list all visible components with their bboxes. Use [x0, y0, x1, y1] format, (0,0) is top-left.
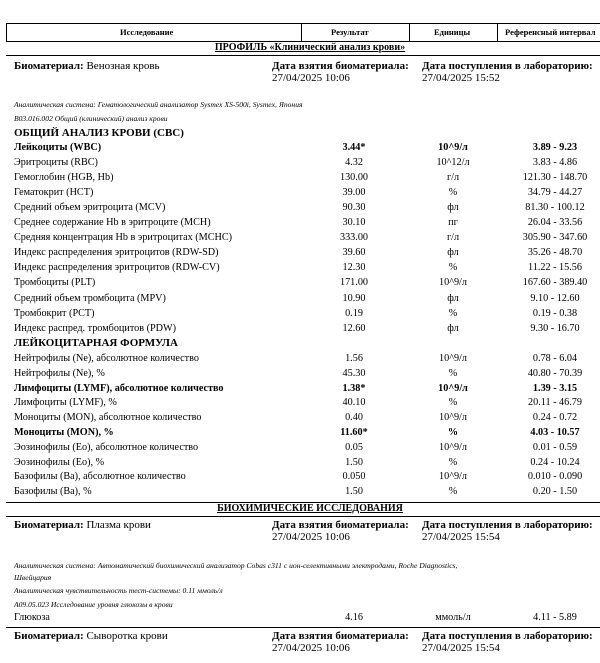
biochem-biomaterial-value: Плазма крови — [86, 519, 151, 531]
biochem-sensitivity: Аналитическая чувствительность тест-системы: 0.11 ммоль/л — [14, 586, 223, 595]
section-title-cbc: ОБЩИЙ АНАЛИЗ КРОВИ (CBC) — [14, 127, 184, 139]
test-units: 10^9/л — [439, 441, 467, 453]
biochem-taken-label: Дата взятия биоматериала: — [272, 519, 409, 531]
taken-date: 27/04/2025 10:06 — [272, 72, 350, 84]
table-row — [0, 323, 600, 337]
test-result: 45.30 — [342, 367, 366, 379]
test-units: 10^9/л — [439, 353, 467, 364]
table-row — [0, 353, 600, 367]
test-result: 30.10 — [342, 217, 366, 229]
serum-biomaterial-info — [14, 630, 168, 642]
table-row — [0, 457, 600, 471]
taken-label: Дата взятия биоматериала: — [272, 60, 409, 72]
test-result: 39.60 — [342, 247, 366, 259]
test-units: % — [448, 262, 458, 274]
test-name: Нейтрофилы (Ne), % — [14, 367, 105, 379]
biochem-code: A09.05.023 Исследование уровня глюкозы в крови — [14, 600, 173, 609]
biochem-taken-info — [272, 519, 409, 543]
test-units: 10^9/л — [438, 142, 468, 153]
test-units: фл — [447, 247, 459, 259]
test-result: 90.30 — [342, 202, 366, 214]
test-name: Эозинофилы (Eo), % — [14, 456, 105, 468]
test-name: Средний объем тромбоцита (MPV) — [14, 292, 166, 304]
test-name: Эритроциты (RBC) — [14, 157, 98, 169]
test-units: г/л — [446, 232, 460, 244]
test-result: 1.50 — [345, 456, 363, 468]
table-row — [0, 486, 600, 500]
test-reference: 167.60 - 389.40 — [522, 277, 588, 289]
test-units: г/л — [446, 172, 460, 184]
test-name: Базофилы (Ba), % — [14, 486, 92, 498]
test-units: фл — [447, 202, 459, 214]
table-row-glucose — [0, 612, 600, 626]
test-reference: 20.11 - 46.79 — [528, 397, 582, 409]
test-name: Индекс распределения эритроцитов (RDW-SD) — [14, 247, 219, 259]
test-result: 4.32 — [345, 157, 363, 169]
header-divider — [6, 23, 7, 42]
test-result: 11.60* — [340, 427, 368, 438]
test-units: % — [448, 397, 458, 409]
test-reference: 81.30 - 100.12 — [525, 202, 585, 214]
table-row — [0, 262, 600, 276]
test-reference: 0.78 - 6.04 — [532, 353, 578, 364]
received-date: 27/04/2025 15:52 — [422, 72, 500, 84]
serum-received-info — [422, 630, 593, 654]
test-reference: 34.79 - 44.27 — [527, 187, 583, 199]
test-reference: 4.03 - 10.57 — [530, 427, 580, 438]
test-result: 1.50 — [345, 486, 363, 498]
test-name: Гематокрит (HCT) — [14, 187, 94, 199]
glucose-divider — [6, 627, 600, 628]
test-name: Моноциты (MON), % — [14, 427, 114, 438]
test-units: 10^9/л — [438, 382, 468, 394]
test-reference: 11.22 - 15.56 — [528, 262, 582, 274]
test-name: Среднее содержание Hb в эритроците (MCH) — [14, 217, 211, 229]
test-reference: 4.11 - 5.89 — [533, 612, 577, 623]
biochem-analyzer-line1: Аналитическая система: Автоматический биохимический анализатор Cobas c311 с ион-селективными электродами, Roche Diagnostics, — [14, 561, 458, 570]
study-code: B03.016.002 Общий (клинический) анализ крови — [14, 114, 168, 123]
test-units: пг — [448, 217, 458, 229]
test-units: % — [448, 456, 458, 468]
test-reference: 0.19 - 0.38 — [532, 307, 578, 319]
test-name: Тромбокрит (PCT) — [14, 307, 95, 319]
test-name: Лейкоциты (WBC) — [14, 142, 102, 153]
header-divider — [409, 23, 410, 42]
test-reference: 0.20 - 1.50 — [532, 486, 578, 498]
test-reference: 305.90 - 347.60 — [522, 232, 588, 244]
biochem-title: БИОХИМИЧЕСКИЕ ИССЛЕДОВАНИЯ — [217, 503, 403, 514]
test-units: % — [447, 427, 459, 438]
serum-biomaterial-label: Биоматериал: — [14, 630, 84, 642]
test-name: Нейтрофилы (Ne), абсолютное количество — [14, 353, 199, 364]
test-result: 0.050 — [342, 471, 366, 483]
test-units: 10^9/л — [439, 277, 467, 289]
test-result: 1.38* — [342, 382, 366, 394]
test-name: Индекс распределения эритроцитов (RDW-CV) — [14, 262, 220, 274]
test-units: % — [448, 367, 458, 379]
test-reference: 26.04 - 33.56 — [527, 217, 583, 229]
header-top-line — [6, 23, 600, 24]
test-reference: 1.39 - 3.15 — [532, 382, 578, 394]
biochem-received-date: 27/04/2025 15:54 — [422, 531, 500, 543]
test-reference: 9.10 - 12.60 — [530, 292, 580, 304]
test-reference: 3.83 - 4.86 — [532, 157, 578, 169]
table-row — [0, 308, 600, 322]
test-units: 10^9/л — [439, 412, 467, 424]
test-name: Лимфоциты (LYMF), % — [14, 397, 117, 409]
profile-title: ПРОФИЛЬ «Клинический анализ крови» — [214, 42, 406, 53]
test-result: 0.40 — [345, 412, 363, 424]
test-reference: 0.010 - 0.090 — [527, 471, 583, 483]
table-row — [0, 427, 600, 441]
serum-taken-date: 27/04/2025 10:06 — [272, 642, 350, 654]
test-result: 130.00 — [339, 172, 368, 184]
section-title-leuko: ЛЕЙКОЦИТАРНАЯ ФОРМУЛА — [14, 337, 178, 349]
table-row — [0, 293, 600, 307]
test-reference: 35.26 - 48.70 — [527, 247, 583, 259]
test-name: Глюкоза — [14, 612, 50, 623]
test-reference: 9.30 - 16.70 — [530, 322, 580, 334]
test-name: Базофилы (Ba), абсолютное количество — [14, 471, 186, 483]
biochem-taken-date: 27/04/2025 10:06 — [272, 531, 350, 543]
header-divider — [497, 23, 498, 42]
table-row — [0, 202, 600, 216]
table-row — [0, 397, 600, 411]
biochem-received-label: Дата поступления в лабораторию: — [422, 519, 593, 531]
test-units: 10^9/л — [439, 471, 467, 483]
test-name: Тромбоциты (PLT) — [14, 277, 96, 289]
biomaterial-info — [14, 60, 160, 72]
table-row — [0, 471, 600, 485]
test-units: ммоль/л — [435, 612, 471, 623]
biochem-biomaterial-info — [14, 519, 151, 531]
test-name: Средняя концентрация Hb в эритроцитах (MCHC) — [14, 232, 233, 244]
test-result: 3.44* — [342, 142, 366, 153]
table-row — [0, 412, 600, 426]
test-result: 10.90 — [342, 292, 366, 304]
serum-received-date: 27/04/2025 15:54 — [422, 642, 500, 654]
serum-taken-info — [272, 630, 409, 654]
received-label: Дата поступления в лабораторию: — [422, 60, 593, 72]
table-row — [0, 157, 600, 171]
table-row — [0, 277, 600, 291]
test-result: 171.00 — [339, 277, 368, 289]
taken-info — [272, 60, 409, 84]
biomaterial-label: Биоматериал: — [14, 60, 84, 72]
analyzer-info: Аналитическая система: Гематологический анализатор Sysmex XS-500i, Sysmex, Япония — [14, 100, 303, 109]
header-units: Единицы — [434, 27, 471, 37]
test-result: 12.60 — [342, 322, 366, 334]
test-units: % — [448, 187, 458, 199]
test-result: 333.00 — [339, 232, 368, 244]
table-row — [0, 142, 600, 156]
test-units: фл — [447, 292, 459, 304]
test-reference: 0.24 - 10.24 — [530, 456, 580, 468]
test-reference: 40.80 - 70.39 — [527, 367, 583, 379]
test-result: 4.16 — [345, 612, 363, 623]
table-row — [0, 232, 600, 246]
table-row — [0, 442, 600, 456]
table-row — [0, 247, 600, 261]
biochem-received-info — [422, 519, 593, 543]
test-units: % — [448, 486, 458, 498]
received-info — [422, 60, 593, 84]
header-reference: Референсный интервал — [505, 27, 596, 37]
test-result: 39.00 — [342, 187, 366, 199]
test-name: Эозинофилы (Eo), абсолютное количество — [14, 441, 199, 453]
test-units: 10^12/л — [436, 157, 470, 169]
test-result: 0.19 — [345, 307, 363, 319]
header-result: Результат — [331, 27, 369, 37]
header-study: Исследование — [120, 27, 174, 37]
test-reference: 121.30 - 148.70 — [522, 172, 588, 184]
test-result: 12.30 — [342, 262, 366, 274]
serum-taken-label: Дата взятия биоматериала: — [272, 630, 409, 642]
test-name: Моноциты (MON), абсолютное количество — [14, 412, 202, 424]
test-result: 1.56 — [345, 353, 363, 364]
serum-received-label: Дата поступления в лабораторию: — [422, 630, 593, 642]
test-units: % — [448, 307, 458, 319]
biochem-analyzer-line2: Швейцария — [14, 573, 52, 582]
serum-biomaterial-value: Сыворотка крови — [86, 630, 168, 642]
biochem-divider — [6, 516, 600, 517]
profile-divider — [6, 55, 600, 56]
test-reference: 0.01 - 0.59 — [532, 441, 578, 453]
test-name: Лимфоциты (LYMF), абсолютное количество — [14, 382, 224, 394]
test-reference: 0.24 - 0.72 — [532, 412, 578, 424]
test-reference: 3.89 - 9.23 — [532, 142, 578, 153]
test-result: 40.10 — [342, 397, 366, 409]
table-row — [0, 383, 600, 397]
table-row — [0, 217, 600, 231]
test-name: Гемоглобин (HGB, Hb) — [14, 172, 114, 184]
test-name: Индекс распред. тромбоцитов (PDW) — [14, 322, 177, 334]
biochem-biomaterial-label: Биоматериал: — [14, 519, 84, 531]
table-row — [0, 172, 600, 186]
header-divider — [301, 23, 302, 42]
table-row — [0, 368, 600, 382]
biomaterial-value: Венозная кровь — [86, 60, 160, 72]
test-units: фл — [447, 322, 459, 334]
table-row — [0, 187, 600, 201]
test-result: 0.05 — [345, 441, 363, 453]
test-name: Средний объем эритроцита (MCV) — [14, 202, 166, 214]
